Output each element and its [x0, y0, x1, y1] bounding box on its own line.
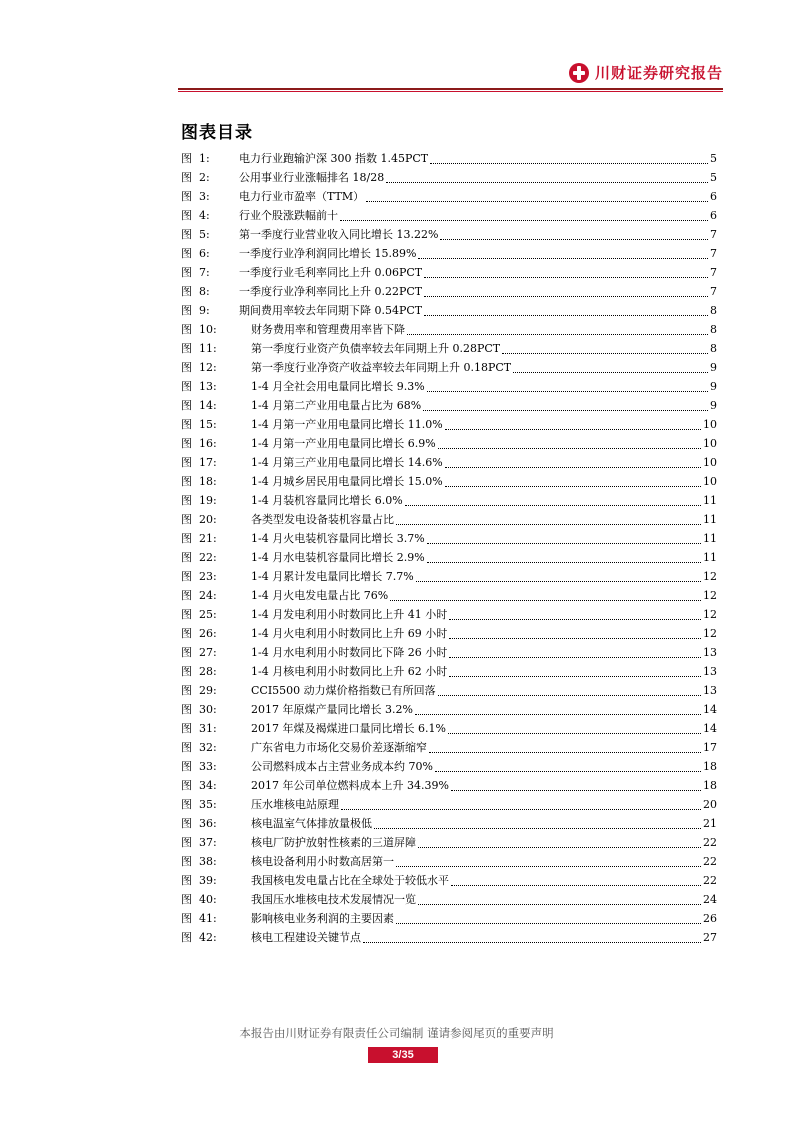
toc-leader-dots	[451, 789, 701, 791]
toc-leader-dots	[449, 637, 701, 639]
toc-entry[interactable]	[181, 340, 717, 359]
toc-leader-dots	[448, 732, 701, 734]
toc-entry-label: 图	[181, 570, 192, 583]
toc-entry-number: 14:	[199, 399, 217, 412]
toc-entry[interactable]	[181, 454, 717, 473]
toc-entry-label: 图	[181, 760, 192, 773]
toc-entry[interactable]	[181, 606, 717, 625]
toc-entry-number: 4:	[199, 209, 210, 222]
toc-entry[interactable]	[181, 302, 717, 321]
toc-entry[interactable]	[181, 796, 717, 815]
brand-name: 川财证券研究报告	[594, 64, 723, 82]
toc-entry-number: 20:	[199, 513, 217, 526]
toc-entry[interactable]	[181, 872, 717, 891]
toc-entry-title: 公用事业行业涨幅排名 18/28	[239, 171, 385, 184]
toc-entry[interactable]	[181, 188, 717, 207]
toc-leader-dots	[445, 466, 701, 468]
header-rule	[178, 88, 723, 90]
toc-entry-page: 10	[703, 418, 717, 431]
toc-entry[interactable]	[181, 150, 717, 169]
toc-leader-dots	[449, 675, 701, 677]
toc-entry-page: 10	[703, 456, 717, 469]
toc-entry-page: 11	[703, 494, 717, 507]
toc-leader-dots	[396, 865, 701, 867]
toc-entry[interactable]	[181, 245, 717, 264]
toc-entry-page: 7	[710, 247, 717, 260]
toc-entry[interactable]	[181, 207, 717, 226]
toc-entry-label: 图	[181, 855, 192, 868]
toc-leader-dots	[418, 846, 701, 848]
toc-entry-label: 图	[181, 456, 192, 469]
toc-entry-title: 1-4 月火电装机容量同比增长 3.7%	[251, 532, 425, 545]
toc-entry-page: 26	[703, 912, 717, 925]
toc-leader-dots	[366, 200, 708, 202]
toc-leader-dots	[418, 903, 701, 905]
toc-entry[interactable]	[181, 701, 717, 720]
toc-entry-page: 20	[703, 798, 717, 811]
toc-entry-page: 9	[710, 399, 717, 412]
toc-entry-title: 影响核电业务利润的主要因素	[251, 912, 394, 925]
toc-entry-page: 10	[703, 437, 717, 450]
toc-entry-title: 核电厂防护放射性核素的三道屏障	[251, 836, 416, 849]
toc-leader-dots	[513, 371, 708, 373]
toc-entry-number: 29:	[199, 684, 217, 697]
toc-entry-number: 5:	[199, 228, 210, 241]
toc-entry[interactable]	[181, 321, 717, 340]
toc-entry[interactable]	[181, 910, 717, 929]
toc-entry[interactable]	[181, 530, 717, 549]
toc-entry-title: 1-4 月全社会用电量同比增长 9.3%	[251, 380, 425, 393]
toc-entry-page: 27	[703, 931, 717, 944]
toc-leader-dots	[449, 656, 701, 658]
figure-toc	[181, 150, 717, 948]
toc-entry-title: 电力行业跑输沪深 300 指数 1.45PCT	[239, 152, 429, 165]
toc-leader-dots	[418, 257, 708, 259]
toc-entry-number: 39:	[199, 874, 217, 887]
toc-entry[interactable]	[181, 492, 717, 511]
toc-entry-title: 1-4 月第二产业用电量占比为 68%	[251, 399, 422, 412]
toc-entry-label: 图	[181, 741, 192, 754]
toc-entry-title: 1-4 月第一产业用电量同比增长 11.0%	[251, 418, 443, 431]
toc-entry-label: 图	[181, 722, 192, 735]
toc-leader-dots	[396, 523, 701, 525]
toc-entry-page: 7	[710, 228, 717, 241]
toc-entry-label: 图	[181, 532, 192, 545]
toc-entry-number: 19:	[199, 494, 217, 507]
toc-entry-page: 13	[703, 684, 717, 697]
toc-entry-title: 压水堆核电站原理	[251, 798, 339, 811]
toc-entry-number: 8:	[199, 285, 210, 298]
toc-entry-title: 我国压水堆核电技术发展情况一览	[251, 893, 416, 906]
toc-entry-number: 9:	[199, 304, 210, 317]
toc-entry[interactable]	[181, 264, 717, 283]
toc-entry-number: 23:	[199, 570, 217, 583]
toc-entry-label: 图	[181, 228, 192, 241]
toc-entry-title: 核电温室气体排放量极低	[251, 817, 372, 830]
toc-entry-number: 1:	[199, 152, 210, 165]
toc-entry[interactable]	[181, 682, 717, 701]
toc-entry-label: 图	[181, 513, 192, 526]
toc-entry[interactable]	[181, 625, 717, 644]
toc-leader-dots	[440, 238, 708, 240]
toc-entry-title: 2017 年原煤产量同比增长 3.2%	[251, 703, 413, 716]
toc-entry-title: 广东省电力市场化交易价差逐渐缩窄	[251, 741, 427, 754]
toc-entry[interactable]	[181, 397, 717, 416]
toc-entry-label: 图	[181, 494, 192, 507]
page-number: 3/35	[368, 1047, 438, 1063]
toc-leader-dots	[445, 485, 701, 487]
toc-entry[interactable]	[181, 435, 717, 454]
toc-entry[interactable]	[181, 891, 717, 910]
toc-entry-number: 7:	[199, 266, 210, 279]
toc-entry-page: 11	[703, 551, 717, 564]
toc-entry-title: 1-4 月第一产业用电量同比增长 6.9%	[251, 437, 436, 450]
toc-leader-dots	[341, 808, 701, 810]
toc-entry-page: 7	[710, 266, 717, 279]
toc-entry-title: 期间费用率较去年同期下降 0.54PCT	[239, 304, 423, 317]
toc-entry-number: 13:	[199, 380, 217, 393]
toc-entry-label: 图	[181, 646, 192, 659]
toc-entry-title: 我国核电发电量占比在全球处于较低水平	[251, 874, 449, 887]
toc-entry-number: 17:	[199, 456, 217, 469]
toc-entry-number: 2:	[199, 171, 210, 184]
toc-entry[interactable]	[181, 568, 717, 587]
toc-entry-page: 14	[703, 703, 717, 716]
toc-entry-label: 图	[181, 266, 192, 279]
toc-entry[interactable]	[181, 473, 717, 492]
toc-entry-number: 11:	[199, 342, 217, 355]
toc-entry[interactable]	[181, 815, 717, 834]
toc-entry[interactable]	[181, 720, 717, 739]
toc-leader-dots	[405, 504, 701, 506]
toc-entry-label: 图	[181, 684, 192, 697]
toc-entry-number: 36:	[199, 817, 217, 830]
toc-entry-number: 37:	[199, 836, 217, 849]
toc-entry[interactable]	[181, 283, 717, 302]
toc-leader-dots	[435, 770, 701, 772]
toc-entry-title: CCI5500 动力煤价格指数已有所回落	[251, 684, 436, 697]
toc-entry-title: 行业个股涨跌幅前十	[239, 209, 338, 222]
toc-entry-title: 1-4 月第三产业用电量同比增长 14.6%	[251, 456, 443, 469]
toc-entry[interactable]	[181, 416, 717, 435]
toc-entry-page: 21	[703, 817, 717, 830]
toc-entry-page: 11	[703, 532, 717, 545]
chuancai-logo-icon	[569, 63, 589, 83]
toc-entry-number: 30:	[199, 703, 217, 716]
toc-entry[interactable]	[181, 587, 717, 606]
toc-leader-dots	[424, 314, 708, 316]
toc-entry-label: 图	[181, 893, 192, 906]
toc-leader-dots	[427, 561, 701, 563]
toc-entry-title: 财务费用率和管理费用率皆下降	[251, 323, 405, 336]
toc-entry-title: 1-4 月发电利用小时数同比上升 41 小时	[251, 608, 448, 621]
toc-entry-page: 6	[710, 209, 717, 222]
toc-entry-page: 7	[710, 285, 717, 298]
toc-entry-title: 公司燃料成本占主营业务成本约 70%	[251, 760, 433, 773]
toc-entry-page: 9	[710, 380, 717, 393]
toc-entry[interactable]	[181, 929, 717, 948]
toc-entry[interactable]	[181, 758, 717, 777]
toc-entry-number: 31:	[199, 722, 217, 735]
toc-entry-label: 图	[181, 380, 192, 393]
toc-entry-title: 2017 年公司单位燃料成本上升 34.39%	[251, 779, 449, 792]
toc-entry-page: 12	[703, 627, 717, 640]
toc-leader-dots	[424, 276, 708, 278]
toc-entry-label: 图	[181, 836, 192, 849]
toc-leader-dots	[445, 428, 701, 430]
toc-entry-number: 10:	[199, 323, 217, 336]
toc-leader-dots	[407, 333, 708, 335]
toc-entry-label: 图	[181, 304, 192, 317]
toc-entry-page: 17	[703, 741, 717, 754]
toc-entry-number: 27:	[199, 646, 217, 659]
toc-leader-dots	[416, 580, 701, 582]
toc-leader-dots	[396, 922, 701, 924]
toc-entry-title: 1-4 月城乡居民用电量同比增长 15.0%	[251, 475, 443, 488]
toc-entry[interactable]	[181, 549, 717, 568]
toc-entry-number: 42:	[199, 931, 217, 944]
toc-entry-title: 核电设备利用小时数高居第一	[251, 855, 394, 868]
toc-entry-label: 图	[181, 665, 192, 678]
toc-entry[interactable]	[181, 777, 717, 796]
toc-leader-dots	[429, 751, 701, 753]
toc-entry-label: 图	[181, 912, 192, 925]
toc-entry-label: 图	[181, 171, 192, 184]
toc-entry[interactable]	[181, 511, 717, 530]
toc-entry-title: 各类型发电设备装机容量占比	[251, 513, 394, 526]
toc-entry[interactable]	[181, 226, 717, 245]
toc-entry-label: 图	[181, 779, 192, 792]
toc-entry-number: 34:	[199, 779, 217, 792]
toc-entry-page: 12	[703, 570, 717, 583]
toc-entry-number: 40:	[199, 893, 217, 906]
toc-entry-number: 33:	[199, 760, 217, 773]
toc-entry-title: 1-4 月火电发电量占比 76%	[251, 589, 389, 602]
toc-entry[interactable]	[181, 644, 717, 663]
toc-entry-label: 图	[181, 874, 192, 887]
toc-entry-label: 图	[181, 342, 192, 355]
toc-entry-label: 图	[181, 209, 192, 222]
toc-leader-dots	[427, 390, 708, 392]
toc-title: 图表目录	[181, 123, 253, 143]
toc-entry-number: 15:	[199, 418, 217, 431]
toc-entry-title: 一季度行业净利率同比上升 0.22PCT	[239, 285, 423, 298]
toc-leader-dots	[374, 827, 701, 829]
toc-leader-dots	[386, 181, 708, 183]
toc-leader-dots	[438, 447, 701, 449]
toc-entry-page: 5	[710, 171, 717, 184]
toc-leader-dots	[502, 352, 708, 354]
toc-entry-number: 24:	[199, 589, 217, 602]
toc-entry-title: 电力行业市盈率（TTM）	[239, 190, 365, 203]
toc-leader-dots	[340, 219, 708, 221]
toc-entry-label: 图	[181, 589, 192, 602]
toc-entry-page: 18	[703, 779, 717, 792]
toc-entry-label: 图	[181, 437, 192, 450]
toc-entry-title: 1-4 月装机容量同比增长 6.0%	[251, 494, 403, 507]
toc-entry-number: 22:	[199, 551, 217, 564]
toc-entry-number: 21:	[199, 532, 217, 545]
brand	[569, 62, 723, 83]
toc-entry-page: 13	[703, 665, 717, 678]
toc-entry-label: 图	[181, 931, 192, 944]
toc-leader-dots	[449, 618, 701, 620]
toc-entry-label: 图	[181, 247, 192, 260]
toc-entry-page: 24	[703, 893, 717, 906]
toc-entry[interactable]	[181, 853, 717, 872]
toc-entry-page: 6	[710, 190, 717, 203]
toc-entry[interactable]	[181, 663, 717, 682]
toc-entry[interactable]	[181, 378, 717, 397]
toc-entry-number: 3:	[199, 190, 210, 203]
toc-entry-label: 图	[181, 418, 192, 431]
toc-leader-dots	[430, 162, 708, 164]
toc-entry-page: 8	[710, 323, 717, 336]
toc-entry-page: 8	[710, 342, 717, 355]
toc-entry-number: 32:	[199, 741, 217, 754]
toc-entry[interactable]	[181, 834, 717, 853]
toc-entry-page: 22	[703, 874, 717, 887]
toc-entry-number: 26:	[199, 627, 217, 640]
toc-entry[interactable]	[181, 739, 717, 758]
toc-leader-dots	[423, 409, 708, 411]
toc-entry-title: 第一季度行业资产负债率较去年同期上升 0.28PCT	[251, 342, 501, 355]
toc-entry-title: 1-4 月累计发电量同比增长 7.7%	[251, 570, 414, 583]
toc-entry-label: 图	[181, 190, 192, 203]
toc-entry-title: 2017 年煤及褐煤进口量同比增长 6.1%	[251, 722, 446, 735]
toc-entry[interactable]	[181, 359, 717, 378]
toc-entry-page: 18	[703, 760, 717, 773]
toc-entry-label: 图	[181, 361, 192, 374]
toc-entry-label: 图	[181, 323, 192, 336]
toc-entry-title: 核电工程建设关键节点	[251, 931, 361, 944]
toc-entry-page: 22	[703, 836, 717, 849]
toc-entry-page: 8	[710, 304, 717, 317]
toc-entry-label: 图	[181, 817, 192, 830]
toc-entry-number: 6:	[199, 247, 210, 260]
toc-entry-number: 35:	[199, 798, 217, 811]
toc-entry-label: 图	[181, 798, 192, 811]
toc-entry-number: 38:	[199, 855, 217, 868]
toc-entry-title: 1-4 月水电利用小时数同比下降 26 小时	[251, 646, 448, 659]
toc-entry-title: 一季度行业毛利率同比上升 0.06PCT	[239, 266, 423, 279]
toc-entry-label: 图	[181, 608, 192, 621]
toc-entry-page: 12	[703, 589, 717, 602]
header-rule-thin	[178, 91, 723, 92]
toc-entry-number: 12:	[199, 361, 217, 374]
toc-entry-title: 1-4 月火电利用小时数同比上升 69 小时	[251, 627, 448, 640]
toc-entry-title: 1-4 月水电装机容量同比增长 2.9%	[251, 551, 425, 564]
toc-leader-dots	[438, 694, 701, 696]
toc-entry-number: 18:	[199, 475, 217, 488]
toc-entry-page: 22	[703, 855, 717, 868]
toc-leader-dots	[390, 599, 701, 601]
toc-entry-title: 第一季度行业净资产收益率较去年同期上升 0.18PCT	[251, 361, 512, 374]
toc-entry-label: 图	[181, 285, 192, 298]
toc-entry-page: 14	[703, 722, 717, 735]
toc-entry-title: 1-4 月核电利用小时数同比上升 62 小时	[251, 665, 448, 678]
toc-entry-number: 28:	[199, 665, 217, 678]
toc-leader-dots	[363, 941, 701, 943]
toc-entry-page: 10	[703, 475, 717, 488]
toc-entry-number: 25:	[199, 608, 217, 621]
toc-leader-dots	[424, 295, 708, 297]
page-header	[178, 58, 723, 90]
toc-entry-page: 11	[703, 513, 717, 526]
toc-entry-label: 图	[181, 703, 192, 716]
toc-leader-dots	[415, 713, 701, 715]
toc-entry-page: 12	[703, 608, 717, 621]
toc-entry-label: 图	[181, 627, 192, 640]
toc-entry-page: 13	[703, 646, 717, 659]
footer-disclaimer: 本报告由川财证券有限责任公司编制 谨请参阅尾页的重要声明	[239, 1026, 554, 1040]
toc-entry-number: 16:	[199, 437, 217, 450]
toc-entry-label: 图	[181, 551, 192, 564]
toc-leader-dots	[451, 884, 701, 886]
toc-entry-title: 一季度行业净利润同比增长 15.89%	[239, 247, 417, 260]
toc-entry-number: 41:	[199, 912, 217, 925]
toc-leader-dots	[427, 542, 701, 544]
toc-entry-title: 第一季度行业营业收入同比增长 13.22%	[239, 228, 439, 241]
toc-entry-page: 9	[710, 361, 717, 374]
toc-entry[interactable]	[181, 169, 717, 188]
toc-entry-page: 5	[710, 152, 717, 165]
toc-entry-label: 图	[181, 475, 192, 488]
toc-entry-label: 图	[181, 152, 192, 165]
toc-entry-label: 图	[181, 399, 192, 412]
